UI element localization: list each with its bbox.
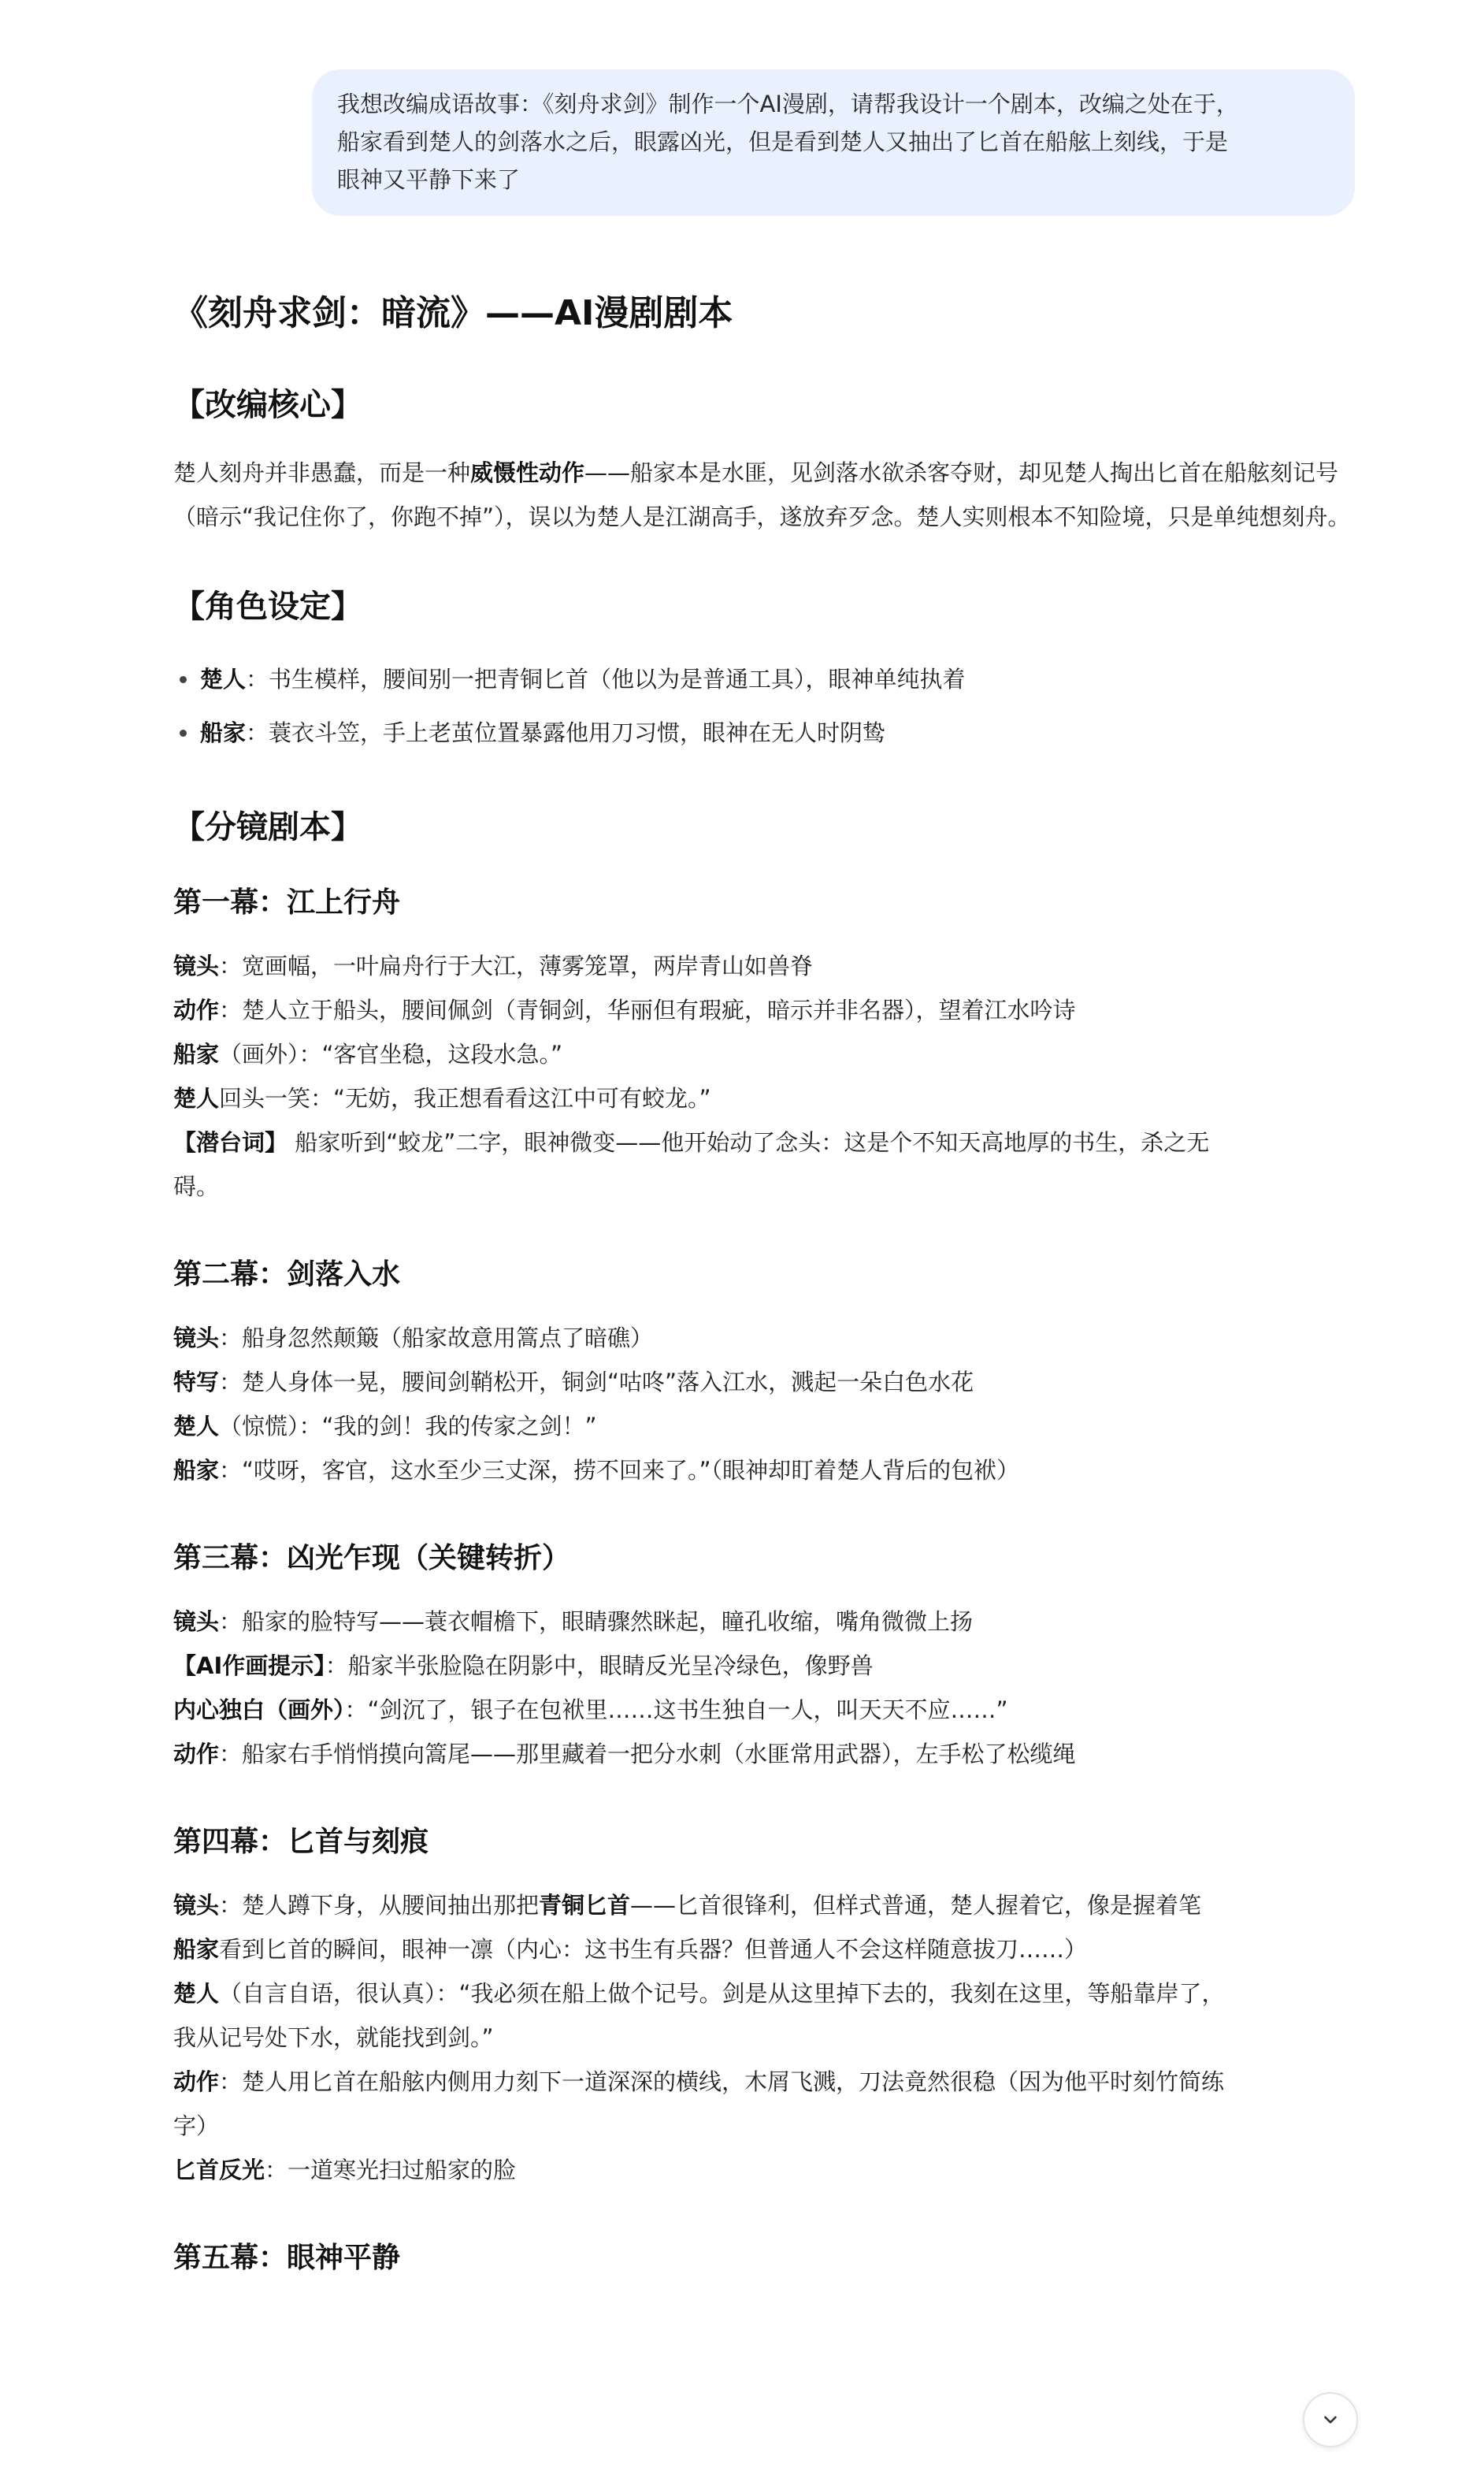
act-lines	[173, 1600, 1355, 1776]
line-label: 镜头	[173, 1325, 220, 1351]
script-line	[173, 1971, 1355, 2016]
line-text: 我从记号处下水，就能找到剑。”	[173, 2024, 494, 2051]
act-title: 第二幕：剑落入水	[173, 1258, 401, 1291]
line-text: ：楚人用匕首在船舷内侧用力刻下一道深深的横线，木屑飞溅，刀法竟然很稳（因为他平时刻竹简练	[219, 2068, 1225, 2095]
script-line	[173, 2016, 1355, 2060]
act-title: 第三幕：凶光乍现（关键转折）	[173, 1542, 571, 1574]
core-text-after: ——船家本是水匪，见剑落水欲杀客夺财，却见楚人掏出匕首在船舷刻记号（暗示“我记住你了，你跑不掉”），误以为楚人是江湖高手，遂放弃歹念。楚人实则根本不知险境，只是单纯想刻舟。	[173, 459, 1351, 530]
line-text: ：一道寒光扫过船家的脸	[265, 2157, 517, 2183]
line-label: 【AI作画提示】	[173, 1652, 325, 1679]
line-label: 镜头	[173, 953, 220, 979]
line-label: 【潜台词】	[173, 1129, 288, 1156]
line-text: 碍。	[173, 1173, 220, 1200]
line-text: ：船家的脸特写——蓑衣帽檐下，眼睛骤然眯起，瞳孔收缩，嘴角微微上扬	[219, 1608, 974, 1635]
line-text: （自言自语，很认真）：“我必须在船上做个记号。剑是从这里掉下去的，我刻在这里，等船靠岸了，	[219, 1980, 1225, 2007]
line-text: ：“剑沉了，银子在包袱里……这书生独自一人，叫天天不应……”	[344, 1696, 1008, 1723]
chevron-down-icon	[1320, 2410, 1341, 2430]
line-text: （惊慌）：“我的剑！我的传家之剑！”	[219, 1413, 597, 1440]
line-text-continued: ——匕首很锋利，但样式普通，楚人握着它，像是握着笔	[630, 1892, 1202, 1919]
line-text: ：船家右手悄悄摸向篙尾——那里藏着一把分水刺（水匪常用武器），左手松了松缆绳	[219, 1741, 1076, 1767]
act-lines	[173, 1316, 1355, 1492]
line-text: 船家听到“蛟龙”二字，眼神微变——他开始动了念头：这是个不知天高地厚的书生，杀之无	[288, 1129, 1210, 1156]
act-title: 第四幕：匕首与刻痕	[173, 1826, 429, 1858]
script-line	[173, 1600, 1355, 1644]
script-line	[173, 1360, 1355, 1404]
script-line	[173, 1732, 1355, 1776]
script-line	[173, 1032, 1355, 1076]
role-desc: ：蓑衣斗笠，手上老茧位置暴露他用刀习惯，眼神在无人时阴鸷	[246, 719, 886, 746]
line-label: 动作	[173, 1741, 220, 1767]
role-name: 楚人	[200, 666, 247, 693]
roles-list	[173, 652, 1355, 760]
role-item	[173, 652, 1355, 706]
line-text: ：宽画幅，一叶扁舟行于大江，薄雾笼罩，两岸青山如兽脊	[219, 953, 814, 979]
line-label: 内心独白（画外）	[173, 1696, 345, 1723]
script-line	[173, 1120, 1355, 1165]
section-heading-roles: 【角色设定】	[173, 589, 362, 625]
script-line	[173, 1165, 1355, 1209]
script-line	[173, 1316, 1355, 1360]
act-title: 第五幕：眼神平静	[173, 2242, 401, 2274]
line-label: 船家	[173, 1457, 220, 1484]
line-text: ：楚人立于船头，腰间佩剑（青铜剑，华丽但有瑕疵，暗示并非名器），望着江水吟诗	[219, 997, 1076, 1024]
line-label: 镜头	[173, 1892, 220, 1919]
script-line	[173, 1448, 1355, 1492]
line-label: 特写	[173, 1369, 220, 1395]
act-lines	[173, 944, 1355, 1209]
line-emphasis: 青铜匕首	[539, 1892, 631, 1919]
line-label: 楚人	[173, 1413, 220, 1440]
role-desc: ：书生模样，腰间别一把青铜匕首（他以为是普通工具），眼神单纯执着	[246, 666, 966, 693]
script-line	[173, 1076, 1355, 1120]
script-line	[173, 944, 1355, 988]
script-line	[173, 988, 1355, 1032]
line-label: 动作	[173, 2068, 220, 2095]
script-line	[173, 1688, 1355, 1732]
section-heading-core: 【改编核心】	[173, 387, 362, 423]
section-heading-storyboard: 【分镜剧本】	[173, 809, 362, 845]
script-line	[173, 1883, 1355, 1927]
assistant-response	[173, 290, 1355, 2299]
line-label: 镜头	[173, 1608, 220, 1635]
line-label: 楚人	[173, 1085, 220, 1112]
line-text: 回头一笑：“无妨，我正想看看这江中可有蛟龙。”	[219, 1085, 711, 1112]
line-text: 看到匕首的瞬间，眼神一凛（内心：这书生有兵器？但普通人不会这样随意拔刀……）	[219, 1936, 1088, 1963]
act-title: 第一幕：江上行舟	[173, 886, 401, 919]
user-message-bubble: 我想改编成语故事：《刻舟求剑》制作一个AI漫剧，请帮我设计一个剧本，改编之处在于， 船家看到楚人的剑落水之后，眼露凶光，但是看到楚人又抽出了匕首在船舷上刻线，于是 眼神又平静下来了	[312, 69, 1355, 216]
line-label: 动作	[173, 997, 220, 1024]
acts-container	[173, 882, 1355, 2279]
script-line	[173, 1644, 1355, 1688]
line-label: 船家	[173, 1041, 220, 1068]
script-line	[173, 2060, 1355, 2104]
line-text: ：楚人身体一晃，腰间剑鞘松开，铜剑“咕咚”落入江水，溅起一朵白色水花	[219, 1369, 974, 1395]
script-line	[173, 2148, 1355, 2192]
line-text: ：船身忽然颠簸（船家故意用篙点了暗礁）	[219, 1325, 654, 1351]
script-line	[173, 1404, 1355, 1448]
line-text: （画外）：“客官坐稳，这段水急。”	[219, 1041, 563, 1068]
line-text: ：“哎呀，客官，这水至少三丈深，捞不回来了。”（眼神却盯着楚人背后的包袱）	[219, 1457, 1020, 1484]
role-name: 船家	[200, 719, 247, 746]
line-label: 匕首反光	[173, 2157, 265, 2183]
act-lines	[173, 1883, 1355, 2192]
line-text: ：楚人蹲下身，从腰间抽出那把	[219, 1892, 540, 1919]
line-text: ：船家半张脸隐在阴影中，眼睛反光呈冷绿色，像野兽	[325, 1652, 874, 1679]
core-text-bold: 威慑性动作	[470, 459, 585, 486]
scroll-to-bottom-button[interactable]	[1303, 2392, 1358, 2447]
script-line	[173, 2104, 1355, 2148]
core-paragraph	[173, 451, 1355, 539]
line-label: 楚人	[173, 1980, 220, 2007]
script-line	[173, 1927, 1355, 1971]
line-text: 字）	[173, 2112, 220, 2139]
core-text-before: 楚人刻舟并非愚蠢，而是一种	[173, 459, 471, 486]
line-label: 船家	[173, 1936, 220, 1963]
script-title: 《刻舟求剑：暗流》——AI漫剧剧本	[173, 293, 733, 333]
role-item	[173, 706, 1355, 760]
